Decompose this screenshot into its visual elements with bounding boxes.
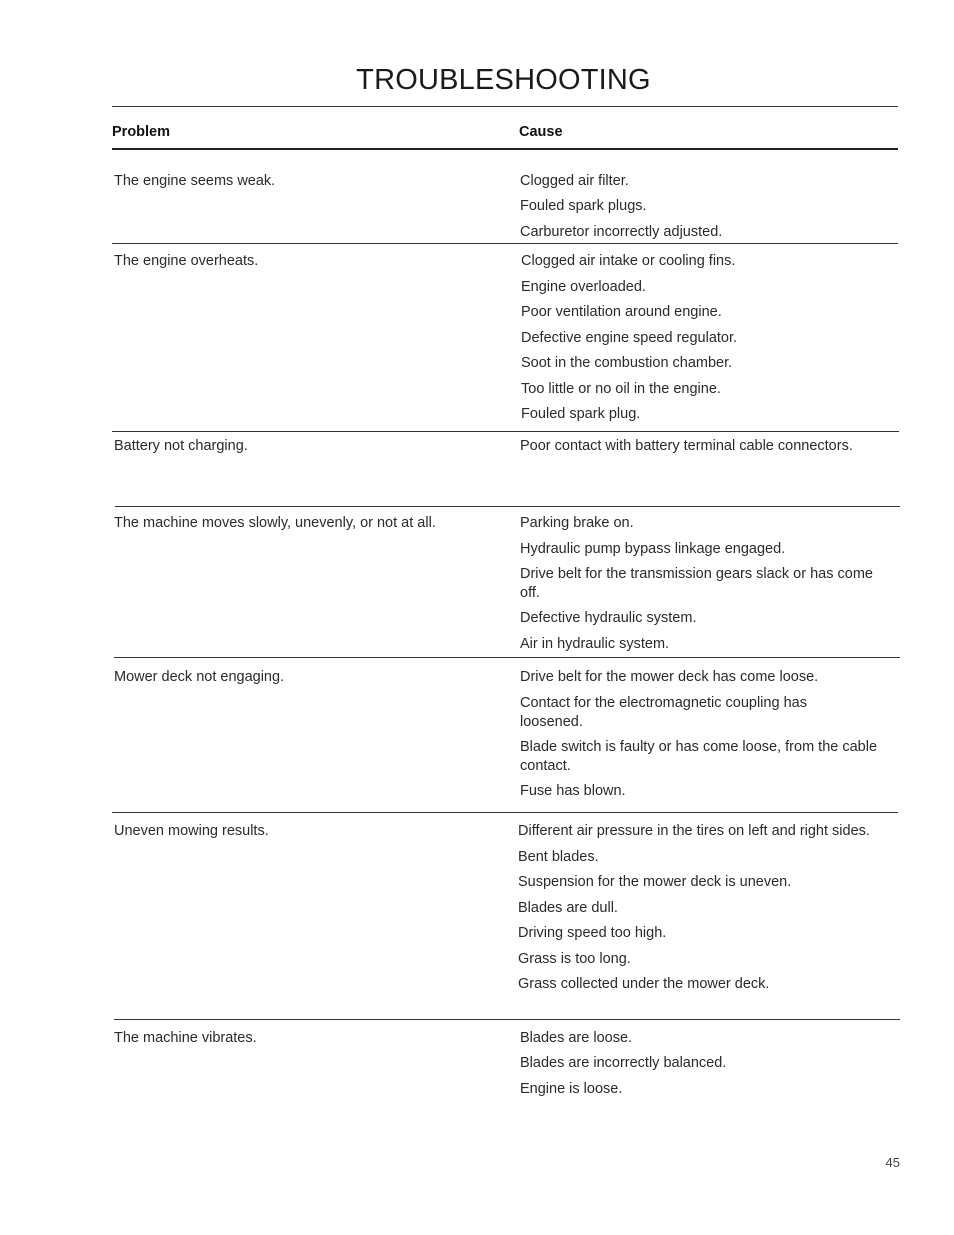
cause-text: Bent blades. [518,849,599,865]
header-rule [112,148,898,150]
header-problem: Problem [112,124,171,140]
problem-text: Uneven mowing results. [114,823,269,839]
cause-text: Driving speed too high. [518,925,667,941]
cause-text: Parking brake on. [520,515,634,531]
header-cause: Cause [519,124,563,140]
problem-text: The machine vibrates. [114,1030,257,1046]
cause-text: Suspension for the mower deck is uneven. [518,874,792,890]
cause-text: Clogged air filter. [520,173,629,189]
row-divider [115,506,900,507]
cause-text: Carburetor incorrectly adjusted. [520,224,723,240]
cause-text: Hydraulic pump bypass linkage engaged. [520,541,786,557]
cause-text: Defective engine speed regulator. [521,330,738,346]
cause-text: Engine is loose. [520,1081,623,1097]
row-divider [112,812,898,813]
cause-text: Clogged air intake or cooling fins. [521,253,736,269]
title-rule [112,106,898,107]
cause-text: Blades are loose. [520,1030,633,1046]
cause-text: Different air pressure in the tires on left and right sides. [518,823,870,839]
row-divider [114,657,900,658]
cause-text: Poor ventilation around engine. [521,304,722,320]
problem-text: Mower deck not engaging. [114,669,285,685]
cause-text: Poor contact with battery terminal cable connectors. [520,438,853,454]
cause-text: Engine overloaded. [521,279,646,295]
problem-text: Battery not charging. [114,438,248,454]
cause-text: Blades are dull. [518,900,618,916]
cause-text: Too little or no oil in the engine. [521,381,721,397]
row-divider [114,1019,900,1020]
cause-text: Air in hydraulic system. [520,636,670,652]
cause-text: Fouled spark plug. [521,406,641,422]
problem-text: The engine overheats. [114,253,259,269]
page-title: TROUBLESHOOTING [356,64,651,96]
row-divider [112,243,898,244]
cause-text: Blade switch is faulty or has come loose, from the cable contact. [520,739,878,774]
cause-text: Soot in the combustion chamber. [521,355,733,371]
cause-text: Defective hydraulic system. [520,610,697,626]
cause-text: Drive belt for the mower deck has come loose. [520,669,819,685]
problem-text: The engine seems weak. [114,173,276,189]
problem-text: The machine moves slowly, unevenly, or not at all. [114,515,436,531]
cause-text: Grass collected under the mower deck. [518,976,770,992]
cause-text: Fuse has blown. [520,783,626,799]
cause-text: Fouled spark plugs. [520,198,647,214]
row-divider [112,431,899,432]
page-number: 45 [885,1155,900,1170]
cause-text: Grass is too long. [518,951,631,967]
cause-text: Blades are incorrectly balanced. [520,1055,727,1071]
table-header [112,124,898,142]
cause-text: Contact for the electromagnetic coupling has loosened. [520,695,807,730]
cause-text: Drive belt for the transmission gears slack or has come off. [520,566,873,601]
